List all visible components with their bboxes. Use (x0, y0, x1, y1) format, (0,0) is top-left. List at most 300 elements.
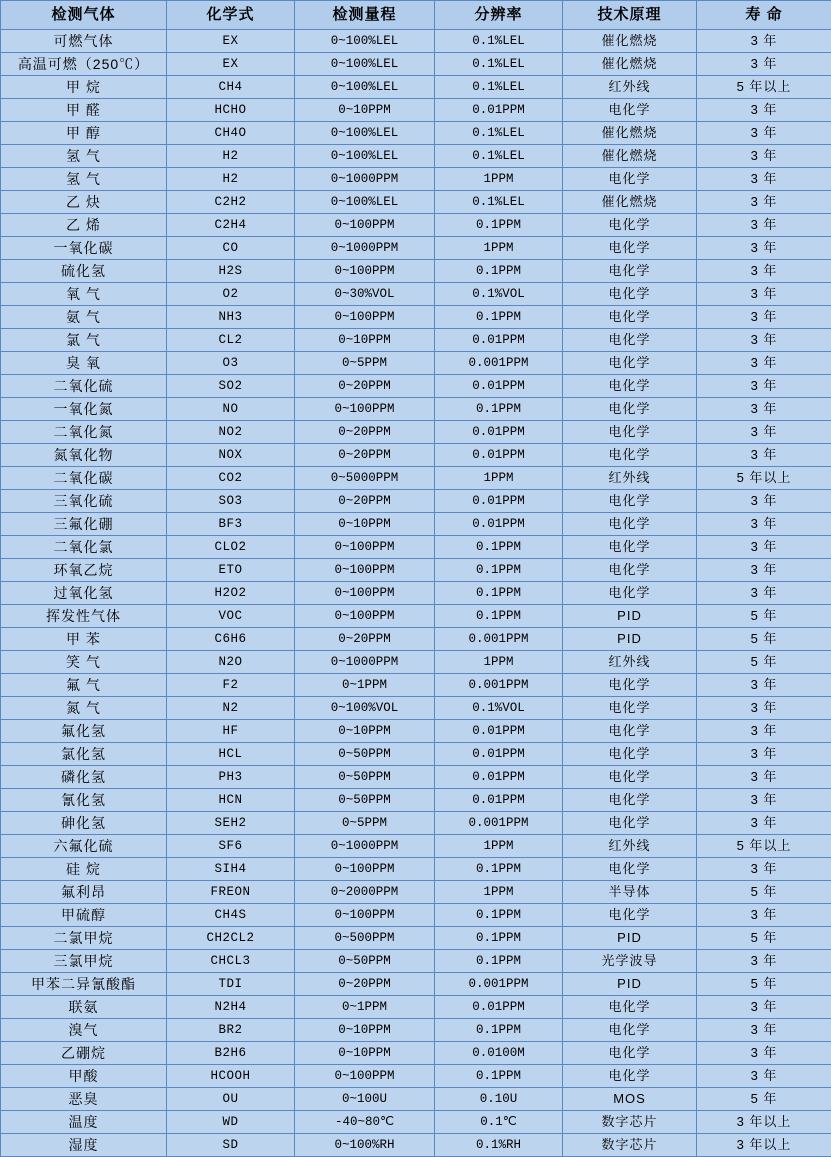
cell-formula: C6H6 (167, 628, 295, 651)
cell-life: 3 年 (697, 1019, 831, 1042)
cell-range: 0~20PPM (295, 973, 435, 996)
cell-principle: MOS (563, 1088, 697, 1111)
column-header-principle: 技术原理 (563, 1, 697, 30)
cell-life: 3 年 (697, 904, 831, 927)
cell-life: 3 年 (697, 743, 831, 766)
cell-resolution: 0.1%VOL (435, 283, 563, 306)
table-row (1, 927, 831, 950)
cell-resolution: 0.01PPM (435, 513, 563, 536)
cell-range: 0~100%LEL (295, 53, 435, 76)
table-row (1, 697, 831, 720)
cell-principle: 红外线 (563, 467, 697, 490)
cell-resolution: 0.01PPM (435, 375, 563, 398)
cell-principle: 电化学 (563, 214, 697, 237)
cell-life: 5 年 (697, 881, 831, 904)
cell-life: 3 年 (697, 191, 831, 214)
cell-gas: 一氧化氮 (1, 398, 167, 421)
cell-formula: SEH2 (167, 812, 295, 835)
cell-range: 0~50PPM (295, 789, 435, 812)
cell-range: 0~100PPM (295, 559, 435, 582)
cell-principle: 电化学 (563, 743, 697, 766)
cell-resolution: 1PPM (435, 651, 563, 674)
table-header-row (1, 1, 831, 30)
cell-range: 0~1000PPM (295, 168, 435, 191)
cell-formula: N2 (167, 697, 295, 720)
cell-range: 0~20PPM (295, 421, 435, 444)
cell-gas: 氮氧化物 (1, 444, 167, 467)
table-row (1, 490, 831, 513)
cell-principle: 电化学 (563, 720, 697, 743)
cell-gas: 磷化氢 (1, 766, 167, 789)
cell-resolution: 0.01PPM (435, 766, 563, 789)
cell-life: 5 年 (697, 973, 831, 996)
cell-range: 0~100%LEL (295, 30, 435, 53)
cell-gas: 挥发性气体 (1, 605, 167, 628)
cell-life: 3 年 (697, 214, 831, 237)
cell-life: 3 年以上 (697, 1111, 831, 1134)
cell-formula: SO3 (167, 490, 295, 513)
cell-gas: 氨 气 (1, 306, 167, 329)
cell-life: 3 年 (697, 352, 831, 375)
cell-range: 0~100PPM (295, 398, 435, 421)
cell-life: 3 年 (697, 398, 831, 421)
cell-formula: CLO2 (167, 536, 295, 559)
cell-gas: 温度 (1, 1111, 167, 1134)
cell-life: 5 年 (697, 1088, 831, 1111)
cell-range: 0~10PPM (295, 99, 435, 122)
cell-gas: 二氧化氯 (1, 536, 167, 559)
cell-formula: SIH4 (167, 858, 295, 881)
table-row (1, 398, 831, 421)
cell-gas: 氯化氢 (1, 743, 167, 766)
cell-formula: SO2 (167, 375, 295, 398)
cell-range: 0~100%LEL (295, 145, 435, 168)
table-row (1, 835, 831, 858)
cell-formula: F2 (167, 674, 295, 697)
cell-life: 3 年 (697, 996, 831, 1019)
cell-formula: BR2 (167, 1019, 295, 1042)
table-row (1, 30, 831, 53)
table-body (1, 30, 831, 1157)
cell-range: 0~20PPM (295, 628, 435, 651)
cell-resolution: 0.01PPM (435, 490, 563, 513)
table-row (1, 996, 831, 1019)
table-row (1, 628, 831, 651)
cell-principle: 电化学 (563, 674, 697, 697)
cell-resolution: 0.1PPM (435, 605, 563, 628)
cell-resolution: 0.1PPM (435, 536, 563, 559)
cell-gas: 甲 烷 (1, 76, 167, 99)
cell-principle: 数字芯片 (563, 1134, 697, 1157)
cell-life: 3 年 (697, 145, 831, 168)
cell-range: 0~30%VOL (295, 283, 435, 306)
cell-gas: 二氯甲烷 (1, 927, 167, 950)
table-row (1, 1134, 831, 1157)
cell-resolution: 0.10U (435, 1088, 563, 1111)
cell-gas: 臭 氧 (1, 352, 167, 375)
cell-formula: HCHO (167, 99, 295, 122)
cell-principle: 电化学 (563, 260, 697, 283)
cell-resolution: 0.1%LEL (435, 145, 563, 168)
table-row (1, 674, 831, 697)
cell-formula: BF3 (167, 513, 295, 536)
cell-formula: CL2 (167, 329, 295, 352)
cell-range: 0~100%LEL (295, 76, 435, 99)
cell-principle: 电化学 (563, 168, 697, 191)
cell-life: 5 年 (697, 605, 831, 628)
cell-gas: 湿度 (1, 1134, 167, 1157)
cell-range: 0~100PPM (295, 536, 435, 559)
cell-gas: 一氧化碳 (1, 237, 167, 260)
cell-resolution: 0.1PPM (435, 559, 563, 582)
cell-gas: 二氧化氮 (1, 421, 167, 444)
table-row (1, 1111, 831, 1134)
cell-life: 3 年 (697, 697, 831, 720)
cell-gas: 甲 醛 (1, 99, 167, 122)
table-row (1, 145, 831, 168)
cell-formula: CH4S (167, 904, 295, 927)
cell-resolution: 0.1PPM (435, 1019, 563, 1042)
cell-range: 0~5PPM (295, 812, 435, 835)
cell-life: 5 年以上 (697, 467, 831, 490)
cell-gas: 六氟化硫 (1, 835, 167, 858)
table-header (1, 1, 831, 30)
table-row (1, 812, 831, 835)
table-row (1, 306, 831, 329)
cell-principle: 电化学 (563, 766, 697, 789)
cell-range: 0~500PPM (295, 927, 435, 950)
cell-range: 0~1PPM (295, 674, 435, 697)
table-row (1, 881, 831, 904)
cell-resolution: 0.001PPM (435, 628, 563, 651)
cell-principle: 催化燃烧 (563, 122, 697, 145)
cell-formula: HCN (167, 789, 295, 812)
cell-gas: 溴气 (1, 1019, 167, 1042)
cell-resolution: 1PPM (435, 835, 563, 858)
cell-life: 3 年 (697, 674, 831, 697)
table-row (1, 421, 831, 444)
cell-formula: TDI (167, 973, 295, 996)
cell-gas: 氮 气 (1, 697, 167, 720)
cell-formula: HCL (167, 743, 295, 766)
cell-principle: 催化燃烧 (563, 145, 697, 168)
cell-formula: EX (167, 53, 295, 76)
cell-life: 3 年 (697, 789, 831, 812)
cell-life: 3 年 (697, 536, 831, 559)
cell-principle: 电化学 (563, 582, 697, 605)
cell-resolution: 1PPM (435, 237, 563, 260)
cell-principle: 电化学 (563, 352, 697, 375)
cell-gas: 环氧乙烷 (1, 559, 167, 582)
table-row (1, 950, 831, 973)
cell-range: 0~10PPM (295, 513, 435, 536)
cell-resolution: 0.1PPM (435, 927, 563, 950)
cell-principle: 电化学 (563, 99, 697, 122)
cell-formula: SD (167, 1134, 295, 1157)
cell-principle: 电化学 (563, 283, 697, 306)
cell-gas: 乙 烯 (1, 214, 167, 237)
cell-gas: 乙硼烷 (1, 1042, 167, 1065)
cell-formula: EX (167, 30, 295, 53)
cell-range: 0~100%VOL (295, 697, 435, 720)
cell-formula: HCOOH (167, 1065, 295, 1088)
column-header-gas: 检测气体 (1, 1, 167, 30)
cell-range: 0~100%RH (295, 1134, 435, 1157)
cell-gas: 二氧化碳 (1, 467, 167, 490)
cell-gas: 硅 烷 (1, 858, 167, 881)
cell-range: -40~80℃ (295, 1111, 435, 1134)
cell-principle: 电化学 (563, 421, 697, 444)
cell-gas: 甲苯二异氰酸酯 (1, 973, 167, 996)
column-header-resolution: 分辨率 (435, 1, 563, 30)
cell-life: 3 年 (697, 1065, 831, 1088)
cell-range: 0~100PPM (295, 1065, 435, 1088)
cell-range: 0~20PPM (295, 375, 435, 398)
cell-range: 0~1000PPM (295, 651, 435, 674)
cell-gas: 过氧化氢 (1, 582, 167, 605)
cell-range: 0~100%LEL (295, 122, 435, 145)
cell-life: 3 年 (697, 812, 831, 835)
cell-formula: O3 (167, 352, 295, 375)
cell-principle: 催化燃烧 (563, 30, 697, 53)
cell-life: 3 年 (697, 490, 831, 513)
cell-formula: C2H2 (167, 191, 295, 214)
cell-formula: CH4O (167, 122, 295, 145)
cell-principle: 催化燃烧 (563, 53, 697, 76)
cell-resolution: 0.01PPM (435, 421, 563, 444)
cell-life: 3 年 (697, 720, 831, 743)
cell-life: 3 年 (697, 53, 831, 76)
table-row (1, 559, 831, 582)
cell-formula: H2O2 (167, 582, 295, 605)
cell-range: 0~100PPM (295, 306, 435, 329)
cell-life: 3 年 (697, 237, 831, 260)
cell-principle: 光学波导 (563, 950, 697, 973)
cell-gas: 三氟化硼 (1, 513, 167, 536)
cell-principle: 电化学 (563, 513, 697, 536)
cell-life: 3 年 (697, 99, 831, 122)
cell-resolution: 0.1%LEL (435, 122, 563, 145)
cell-principle: PID (563, 973, 697, 996)
table-row (1, 375, 831, 398)
cell-principle: 电化学 (563, 904, 697, 927)
cell-range: 0~1PPM (295, 996, 435, 1019)
table-row (1, 582, 831, 605)
table-row (1, 1019, 831, 1042)
cell-principle: 半导体 (563, 881, 697, 904)
cell-gas: 可燃气体 (1, 30, 167, 53)
cell-resolution: 1PPM (435, 467, 563, 490)
table-row (1, 743, 831, 766)
cell-gas: 三氧化硫 (1, 490, 167, 513)
cell-life: 3 年 (697, 444, 831, 467)
cell-life: 3 年 (697, 329, 831, 352)
table-row (1, 99, 831, 122)
cell-formula: H2S (167, 260, 295, 283)
cell-principle: 红外线 (563, 651, 697, 674)
cell-principle: 红外线 (563, 835, 697, 858)
cell-formula: N2H4 (167, 996, 295, 1019)
cell-resolution: 0.1PPM (435, 306, 563, 329)
cell-formula: H2 (167, 145, 295, 168)
cell-principle: 催化燃烧 (563, 191, 697, 214)
cell-formula: H2 (167, 168, 295, 191)
cell-principle: 红外线 (563, 76, 697, 99)
cell-resolution: 0.01PPM (435, 444, 563, 467)
cell-life: 5 年以上 (697, 835, 831, 858)
cell-principle: 电化学 (563, 306, 697, 329)
cell-range: 0~100PPM (295, 582, 435, 605)
cell-resolution: 0.1%RH (435, 1134, 563, 1157)
cell-resolution: 0.1PPM (435, 950, 563, 973)
cell-resolution: 0.1%LEL (435, 30, 563, 53)
cell-resolution: 0.001PPM (435, 352, 563, 375)
cell-formula: O2 (167, 283, 295, 306)
cell-range: 0~1000PPM (295, 835, 435, 858)
cell-gas: 高温可燃（250℃） (1, 53, 167, 76)
table-row (1, 191, 831, 214)
cell-range: 0~100PPM (295, 904, 435, 927)
cell-principle: 电化学 (563, 398, 697, 421)
column-header-range: 检测量程 (295, 1, 435, 30)
cell-formula: FREON (167, 881, 295, 904)
cell-principle: 电化学 (563, 697, 697, 720)
cell-formula: SF6 (167, 835, 295, 858)
cell-gas: 甲 醇 (1, 122, 167, 145)
cell-life: 5 年以上 (697, 76, 831, 99)
cell-formula: B2H6 (167, 1042, 295, 1065)
cell-resolution: 0.1℃ (435, 1111, 563, 1134)
cell-resolution: 0.1PPM (435, 398, 563, 421)
cell-life: 3 年 (697, 858, 831, 881)
cell-life: 3 年 (697, 1042, 831, 1065)
cell-life: 3 年 (697, 260, 831, 283)
cell-range: 0~50PPM (295, 743, 435, 766)
cell-range: 0~100U (295, 1088, 435, 1111)
cell-resolution: 0.1PPM (435, 582, 563, 605)
table-row (1, 789, 831, 812)
cell-formula: WD (167, 1111, 295, 1134)
cell-formula: OU (167, 1088, 295, 1111)
cell-resolution: 0.001PPM (435, 812, 563, 835)
table-row (1, 766, 831, 789)
table-row (1, 168, 831, 191)
cell-formula: NOX (167, 444, 295, 467)
cell-principle: 电化学 (563, 375, 697, 398)
cell-principle: 电化学 (563, 1042, 697, 1065)
cell-resolution: 0.1%VOL (435, 697, 563, 720)
table-row (1, 973, 831, 996)
table-row (1, 1042, 831, 1065)
cell-resolution: 0.1PPM (435, 260, 563, 283)
cell-resolution: 0.1%LEL (435, 76, 563, 99)
cell-formula: CHCL3 (167, 950, 295, 973)
table-row (1, 122, 831, 145)
cell-range: 0~10PPM (295, 329, 435, 352)
cell-range: 0~20PPM (295, 444, 435, 467)
cell-life: 3 年 (697, 375, 831, 398)
cell-resolution: 0.01PPM (435, 720, 563, 743)
cell-range: 0~100PPM (295, 260, 435, 283)
cell-range: 0~100PPM (295, 605, 435, 628)
cell-principle: 电化学 (563, 996, 697, 1019)
cell-life: 3 年 (697, 950, 831, 973)
cell-principle: PID (563, 628, 697, 651)
cell-principle: 电化学 (563, 858, 697, 881)
cell-principle: 电化学 (563, 1019, 697, 1042)
cell-formula: CO2 (167, 467, 295, 490)
cell-gas: 三氯甲烷 (1, 950, 167, 973)
cell-gas: 氧 气 (1, 283, 167, 306)
cell-resolution: 0.01PPM (435, 789, 563, 812)
cell-gas: 氯 气 (1, 329, 167, 352)
table-row (1, 76, 831, 99)
cell-formula: VOC (167, 605, 295, 628)
cell-life: 3 年 (697, 421, 831, 444)
cell-gas: 氟 气 (1, 674, 167, 697)
cell-range: 0~1000PPM (295, 237, 435, 260)
cell-formula: NO2 (167, 421, 295, 444)
table-row (1, 329, 831, 352)
table-row (1, 720, 831, 743)
cell-gas: 乙 炔 (1, 191, 167, 214)
cell-principle: 电化学 (563, 237, 697, 260)
cell-resolution: 1PPM (435, 881, 563, 904)
cell-resolution: 0.1PPM (435, 214, 563, 237)
cell-range: 0~20PPM (295, 490, 435, 513)
cell-gas: 氟化氢 (1, 720, 167, 743)
cell-formula: C2H4 (167, 214, 295, 237)
cell-range: 0~50PPM (295, 766, 435, 789)
table-row (1, 444, 831, 467)
cell-resolution: 0.1PPM (435, 904, 563, 927)
cell-gas: 氢 气 (1, 168, 167, 191)
cell-resolution: 0.01PPM (435, 329, 563, 352)
cell-life: 3 年 (697, 766, 831, 789)
cell-principle: 电化学 (563, 490, 697, 513)
cell-principle: 电化学 (563, 1065, 697, 1088)
cell-range: 0~10PPM (295, 1019, 435, 1042)
table-row (1, 904, 831, 927)
table-row (1, 513, 831, 536)
cell-life: 3 年 (697, 122, 831, 145)
cell-formula: CO (167, 237, 295, 260)
cell-life: 5 年 (697, 628, 831, 651)
cell-life: 3 年 (697, 559, 831, 582)
cell-gas: 氰化氢 (1, 789, 167, 812)
cell-range: 0~100PPM (295, 858, 435, 881)
cell-range: 0~50PPM (295, 950, 435, 973)
cell-resolution: 1PPM (435, 168, 563, 191)
cell-gas: 笑 气 (1, 651, 167, 674)
table-row (1, 1065, 831, 1088)
cell-life: 3 年 (697, 306, 831, 329)
cell-principle: PID (563, 605, 697, 628)
cell-gas: 联氨 (1, 996, 167, 1019)
cell-resolution: 0.01PPM (435, 99, 563, 122)
cell-resolution: 0.1%LEL (435, 53, 563, 76)
cell-formula: NO (167, 398, 295, 421)
cell-gas: 氟利昂 (1, 881, 167, 904)
cell-gas: 砷化氢 (1, 812, 167, 835)
table-row (1, 53, 831, 76)
cell-resolution: 0.1PPM (435, 1065, 563, 1088)
cell-life: 3 年 (697, 30, 831, 53)
cell-principle: 电化学 (563, 789, 697, 812)
cell-formula: N2O (167, 651, 295, 674)
table-row (1, 352, 831, 375)
table-row (1, 651, 831, 674)
